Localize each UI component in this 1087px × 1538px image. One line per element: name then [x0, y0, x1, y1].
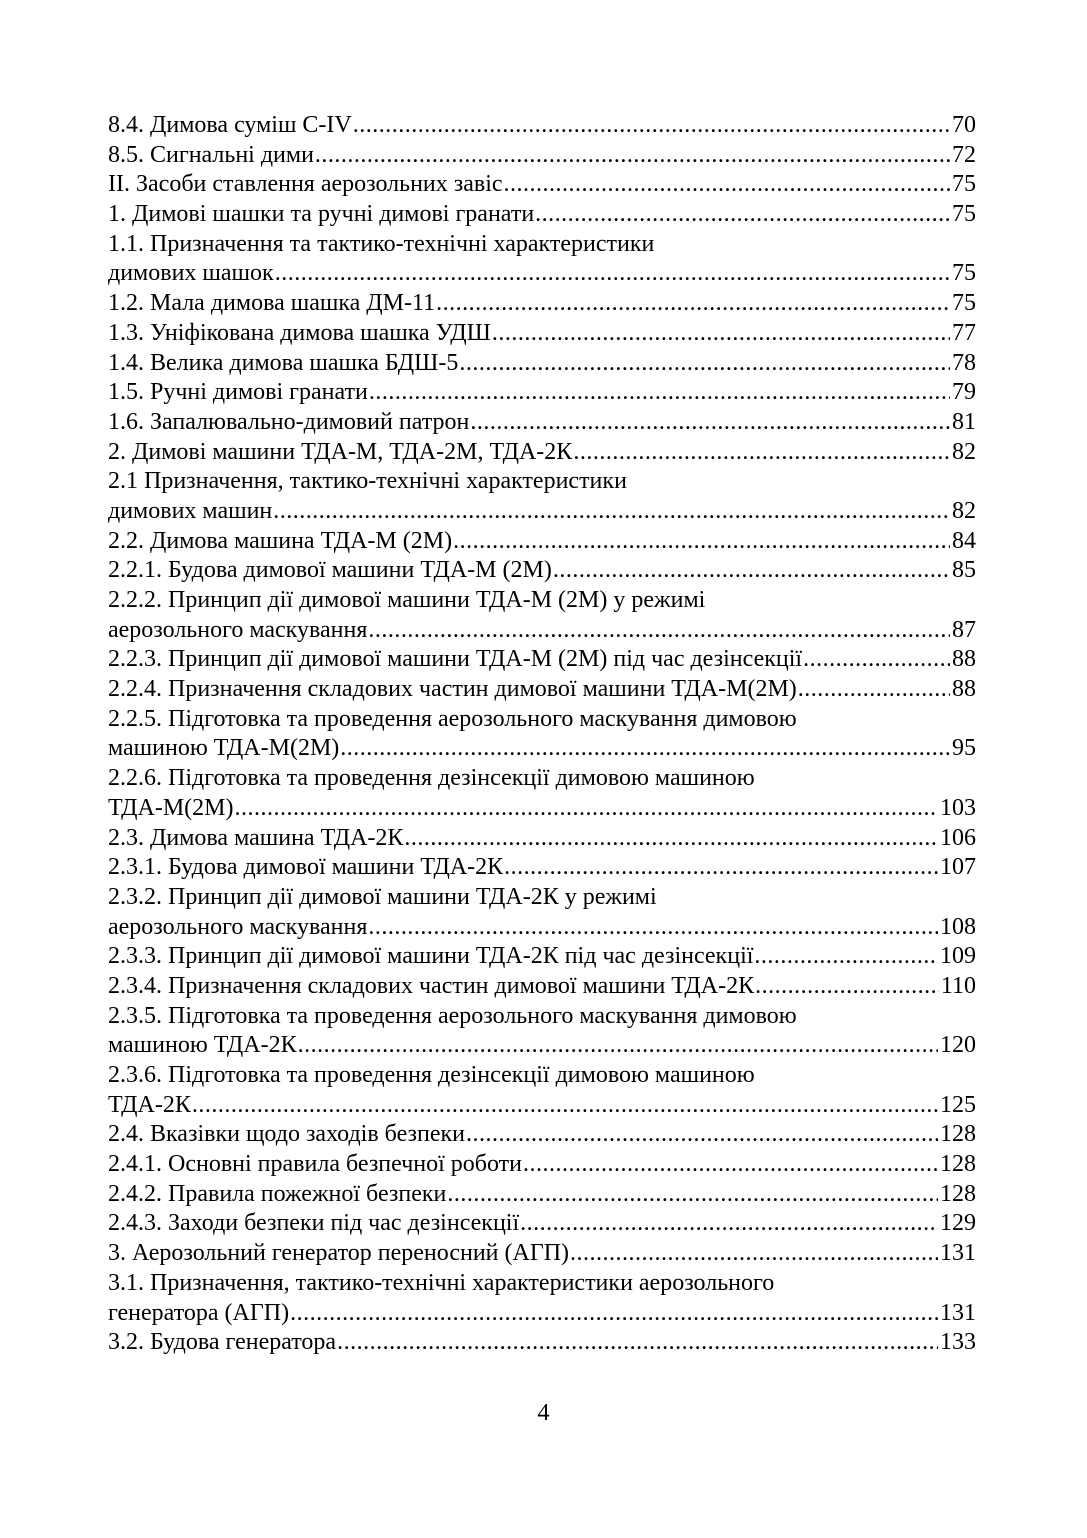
toc-entry — [108, 349, 976, 379]
toc-entry — [108, 1061, 976, 1091]
toc-entry-title: 8.5. Сигнальні дими — [108, 141, 314, 168]
toc-entry — [108, 1002, 976, 1032]
dot-leader — [755, 972, 939, 1002]
toc-entry-page: 85 — [952, 557, 976, 584]
toc-entry — [108, 467, 976, 497]
dot-leader — [368, 913, 938, 943]
toc-entry-title: ТДА-2К — [108, 1091, 191, 1118]
toc-entry-page: 72 — [952, 141, 976, 168]
dot-leader — [573, 438, 950, 468]
dot-leader — [466, 1120, 938, 1150]
toc-entry-page: 128 — [940, 1151, 976, 1178]
toc-entry — [108, 942, 976, 972]
toc-entry-title: 2.1 Призначення, тактико-технічні характеристики — [108, 468, 627, 495]
toc-entry — [108, 972, 976, 1002]
dot-leader — [337, 1328, 938, 1358]
toc-entry — [108, 586, 976, 616]
dot-leader — [520, 1209, 938, 1239]
dot-leader — [459, 349, 950, 379]
toc-entry — [108, 1091, 976, 1121]
toc-entry-page: 82 — [952, 497, 976, 524]
toc-entry-title: 2. Димові машини ТДА-М, ТДА-2М, ТДА-2К — [108, 438, 573, 465]
toc-entry — [108, 259, 976, 289]
toc-entry — [108, 438, 976, 468]
dot-leader — [436, 289, 950, 319]
toc-entry — [108, 1328, 976, 1358]
toc-entry — [108, 824, 976, 854]
toc-entry-page: 131 — [940, 1240, 976, 1267]
toc-entry — [108, 794, 976, 824]
toc-entry-title: 2.2.2. Принцип дії димової машини ТДА-М (2М) у режимі — [108, 587, 706, 613]
page-number: 4 — [537, 1400, 550, 1426]
toc-entry-title: димових машин — [108, 497, 273, 524]
toc-entry-title: 2.3.1. Будова димової машини ТДА-2К — [108, 854, 504, 881]
dot-leader — [535, 200, 950, 230]
dot-leader — [235, 794, 938, 824]
toc-entry-page: 81 — [952, 408, 976, 435]
toc-entry-title: 2.2.3. Принцип дії димової машини ТДА-М (2М) під час дезінсекції — [108, 646, 803, 673]
toc-entry-title: 2.3.5. Підготовка та проведення аерозольного маскування димовою — [108, 1002, 797, 1029]
toc-entry-page: 129 — [940, 1210, 976, 1237]
toc-entry — [108, 111, 976, 141]
toc-entry-page: 75 — [952, 260, 976, 287]
toc-entry-title: 1. Димові шашки та ручні димові гранати — [108, 201, 535, 228]
dot-leader — [754, 942, 938, 972]
toc-entry-page: 75 — [952, 171, 976, 198]
toc-entry-page: 108 — [940, 913, 976, 940]
dot-leader — [404, 824, 938, 854]
dot-leader — [315, 141, 950, 171]
dot-leader — [447, 1180, 938, 1210]
toc-entry — [108, 200, 976, 230]
toc-entry-page: 78 — [952, 349, 976, 376]
dot-leader — [368, 616, 950, 646]
toc-entry-title: 1.3. Уніфікована димова шашка УДШ — [108, 319, 491, 346]
dot-leader — [298, 1031, 938, 1061]
toc-entry-title: 2.3.2. Принцип дії димової машини ТДА-2К у режимі — [108, 883, 657, 910]
toc-entry — [108, 1180, 976, 1210]
dot-leader — [273, 497, 950, 527]
toc-entry-page: 120 — [940, 1032, 976, 1059]
toc-entry-title: 3. Аерозольний генератор переносний (АГП) — [108, 1240, 570, 1267]
toc-entry-title: 2.2.5. Підготовка та проведення аерозольного маскування димовою — [108, 705, 797, 732]
toc-entry-title: 2.4.2. Правила пожежної безпеки — [108, 1180, 447, 1207]
toc-entry-title: генератора (АГП) — [108, 1299, 290, 1326]
toc-entry — [108, 170, 976, 200]
toc-entry — [108, 853, 976, 883]
dot-leader — [470, 408, 950, 438]
toc-entry — [108, 1299, 976, 1329]
toc-entry — [108, 764, 976, 794]
toc-entry-title: 8.4. Димова суміш С-IV — [108, 112, 352, 138]
toc-entry — [108, 141, 976, 171]
toc-entry — [108, 734, 976, 764]
toc-entry-title: 3.2. Будова генератора — [108, 1329, 337, 1356]
dot-leader — [340, 734, 950, 764]
toc-entry-title: 2.4. Вказівки щодо заходів безпеки — [108, 1121, 465, 1148]
toc-entry-page: 103 — [940, 794, 976, 821]
toc-entry — [108, 645, 976, 675]
toc-entry-title: аерозольного маскування — [108, 616, 368, 643]
dot-leader — [453, 527, 950, 557]
toc-entry-title: 2.3.6. Підготовка та проведення дезінсекції димовою машиною — [108, 1062, 755, 1088]
toc-entry — [108, 1120, 976, 1150]
dot-leader — [369, 378, 950, 408]
toc-entry — [108, 1150, 976, 1180]
toc-entry-page: 128 — [940, 1180, 976, 1207]
toc-entry-page: 110 — [940, 972, 976, 999]
toc-entry-page: 107 — [940, 854, 976, 881]
toc-entry-title: 3.1. Призначення, тактико-технічні характеристики аерозольного — [108, 1269, 775, 1296]
toc-entry — [108, 675, 976, 705]
toc-entry — [108, 883, 976, 913]
dot-leader — [353, 111, 950, 141]
toc-entry — [108, 1031, 976, 1061]
toc-entry-title: 1.5. Ручні димові гранати — [108, 379, 368, 406]
dot-leader — [803, 645, 950, 675]
toc-entry-title: ІІ. Засоби ставлення аерозольних завіс — [108, 171, 503, 198]
toc-entry-title: 2.2.6. Підготовка та проведення дезінсекції димовою машиною — [108, 765, 755, 792]
toc-entry-title: 2.4.3. Заходи безпеки під час дезінсекції — [108, 1210, 520, 1237]
dot-leader — [553, 556, 950, 586]
toc-entry-page: 88 — [952, 676, 976, 703]
toc-entry-title: 1.2. Мала димова шашка ДМ-11 — [108, 290, 436, 317]
dot-leader — [192, 1091, 938, 1121]
toc-entry-title: димових шашок — [108, 260, 274, 287]
toc-entry — [108, 230, 976, 260]
toc-entry-page: 87 — [952, 616, 976, 643]
toc-entry-title: аерозольного маскування — [108, 913, 368, 940]
toc-entry — [108, 378, 976, 408]
toc-entry-page: 133 — [940, 1329, 976, 1356]
toc-entry-title: 2.2.1. Будова димової машини ТДА-М (2М) — [108, 557, 552, 584]
toc-entry-title: 2.3.3. Принцип дії димової машини ТДА-2К під час дезінсекції — [108, 943, 754, 970]
toc-entry-page: 131 — [940, 1299, 976, 1326]
toc-entry-page: 125 — [940, 1091, 976, 1118]
toc-entry-title: ТДА-М(2М) — [108, 794, 234, 821]
toc-entry — [108, 913, 976, 943]
toc-entry-page: 79 — [952, 379, 976, 406]
toc-entry — [108, 1209, 976, 1239]
toc-entry — [108, 556, 976, 586]
toc-entry-page: 82 — [952, 438, 976, 465]
toc-entry-page: 77 — [952, 319, 976, 346]
dot-leader — [275, 259, 950, 289]
toc-entry — [108, 705, 976, 735]
toc-entry-title: 2.2. Димова машина ТДА-М (2М) — [108, 527, 453, 554]
toc-entry-page: 106 — [940, 824, 976, 851]
table-of-contents — [108, 111, 976, 1358]
dot-leader — [290, 1299, 938, 1329]
toc-entry-title: 2.3. Димова машина ТДА-2К — [108, 824, 404, 851]
toc-entry-title: 1.6. Запалювально-димовий патрон — [108, 408, 470, 435]
toc-entry — [108, 1239, 976, 1269]
dot-leader — [570, 1239, 938, 1269]
toc-entry-page: 75 — [952, 201, 976, 228]
toc-entry-title: 2.3.4. Призначення складових частин димової машини ТДА-2К — [108, 972, 755, 999]
toc-entry-page: 95 — [952, 735, 976, 762]
dot-leader — [523, 1150, 938, 1180]
dot-leader — [798, 675, 950, 705]
toc-entry — [108, 527, 976, 557]
toc-entry-title: 2.2.4. Призначення складових частин димової машини ТДА-М(2М) — [108, 676, 797, 703]
dot-leader — [504, 170, 950, 200]
dot-leader — [504, 853, 938, 883]
toc-entry-page: 84 — [952, 527, 976, 554]
toc-entry-title: машиною ТДА-М(2М) — [108, 735, 340, 762]
toc-entry-title: 1.1. Призначення та тактико-технічні характеристики — [108, 230, 655, 257]
toc-entry-title: машиною ТДА-2К — [108, 1032, 297, 1059]
toc-entry — [108, 408, 976, 438]
toc-entry-title: 1.4. Велика димова шашка БДШ-5 — [108, 349, 459, 376]
toc-entry-page: 109 — [940, 943, 976, 970]
toc-entry — [108, 319, 976, 349]
toc-entry-page: 70 — [952, 112, 976, 138]
toc-entry — [108, 1269, 976, 1299]
toc-entry — [108, 497, 976, 527]
toc-entry-page: 75 — [952, 290, 976, 317]
toc-entry-page: 88 — [952, 646, 976, 673]
dot-leader — [492, 319, 950, 349]
toc-entry-page: 128 — [940, 1121, 976, 1148]
toc-entry — [108, 616, 976, 646]
toc-entry — [108, 289, 976, 319]
toc-entry-title: 2.4.1. Основні правила безпечної роботи — [108, 1151, 522, 1178]
